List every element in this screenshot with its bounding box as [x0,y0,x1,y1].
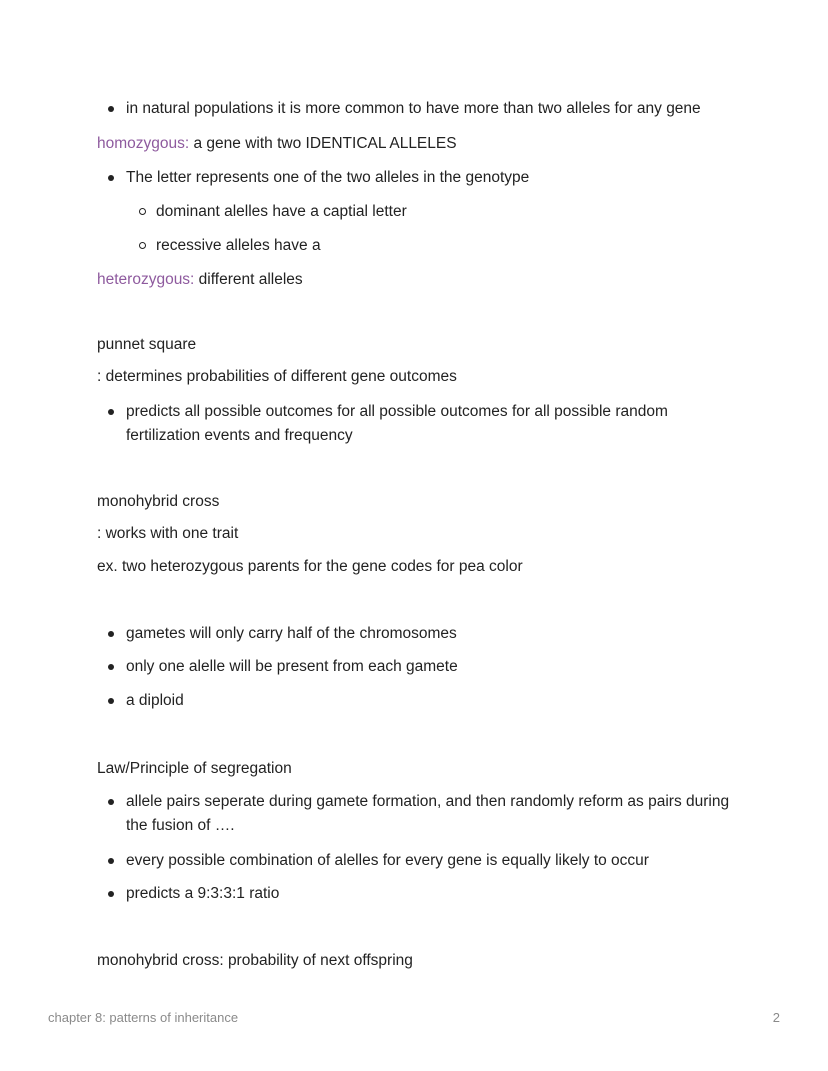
bullet-text: gametes will only carry half of the chromosomes [126,625,457,642]
heading-punnet-square: punnet square [97,336,197,353]
bullet-allele-pairs [126,790,736,838]
bullet-text: a diploid [126,692,184,709]
subbullet-recessive [156,234,321,258]
bullet-letter-represents [126,166,736,190]
definition-homozygous [97,132,457,156]
heading-segregation: Law/Principle of segregation [97,760,292,777]
subbullet-dominant [156,200,407,224]
bullet-text: predicts a 9:3:3:1 ratio [126,885,280,902]
heading-monohybrid-cross: monohybrid cross [97,493,220,510]
bullet-gametes-half [126,622,736,646]
heading-next-offspring: monohybrid cross: probability of next offspring [97,952,413,969]
bullet-every-combination [126,849,736,873]
term-heterozygous: heterozygous: [97,271,195,288]
bullet-text: allele pairs seperate during gamete formation, and then randomly reform as pairs during the fusion of …. [126,793,730,834]
bullet-natural-populations [126,97,736,121]
bullet-diploid [126,689,736,713]
bullet-predicts-all [126,400,736,448]
bullet-text: in natural populations it is more common to have more than two alleles for any gene [126,100,701,117]
definition-heterozygous [97,268,303,292]
footer-page-number: 2 [772,1010,780,1025]
bullet-text: only one alelle will be present from each gamete [126,658,458,675]
definition-monohybrid-cross: : works with one trait [97,525,239,542]
bullet-ratio [126,882,736,906]
bullet-text: predicts all possible outcomes for all possible outcomes for all possible random fertilization events and frequency [126,403,668,444]
definition-punnet-square: : determines probabilities of different gene outcomes [97,368,457,385]
subbullet-text: dominant alelles have a captial letter [156,203,407,220]
definition-text: a gene with two IDENTICAL ALLELES [189,135,457,152]
bullet-text: every possible combination of alelles for every gene is equally likely to occur [126,852,649,869]
footer-chapter-title: chapter 8: patterns of inheritance [48,1010,239,1025]
example-pea-color: ex. two heterozygous parents for the gene codes for pea color [97,558,523,575]
term-homozygous: homozygous: [97,135,190,152]
bullet-one-alelle [126,655,736,679]
bullet-text: The letter represents one of the two alleles in the genotype [126,169,530,186]
subbullet-text: recessive alleles have a [156,237,321,254]
definition-text: different alleles [194,271,303,288]
